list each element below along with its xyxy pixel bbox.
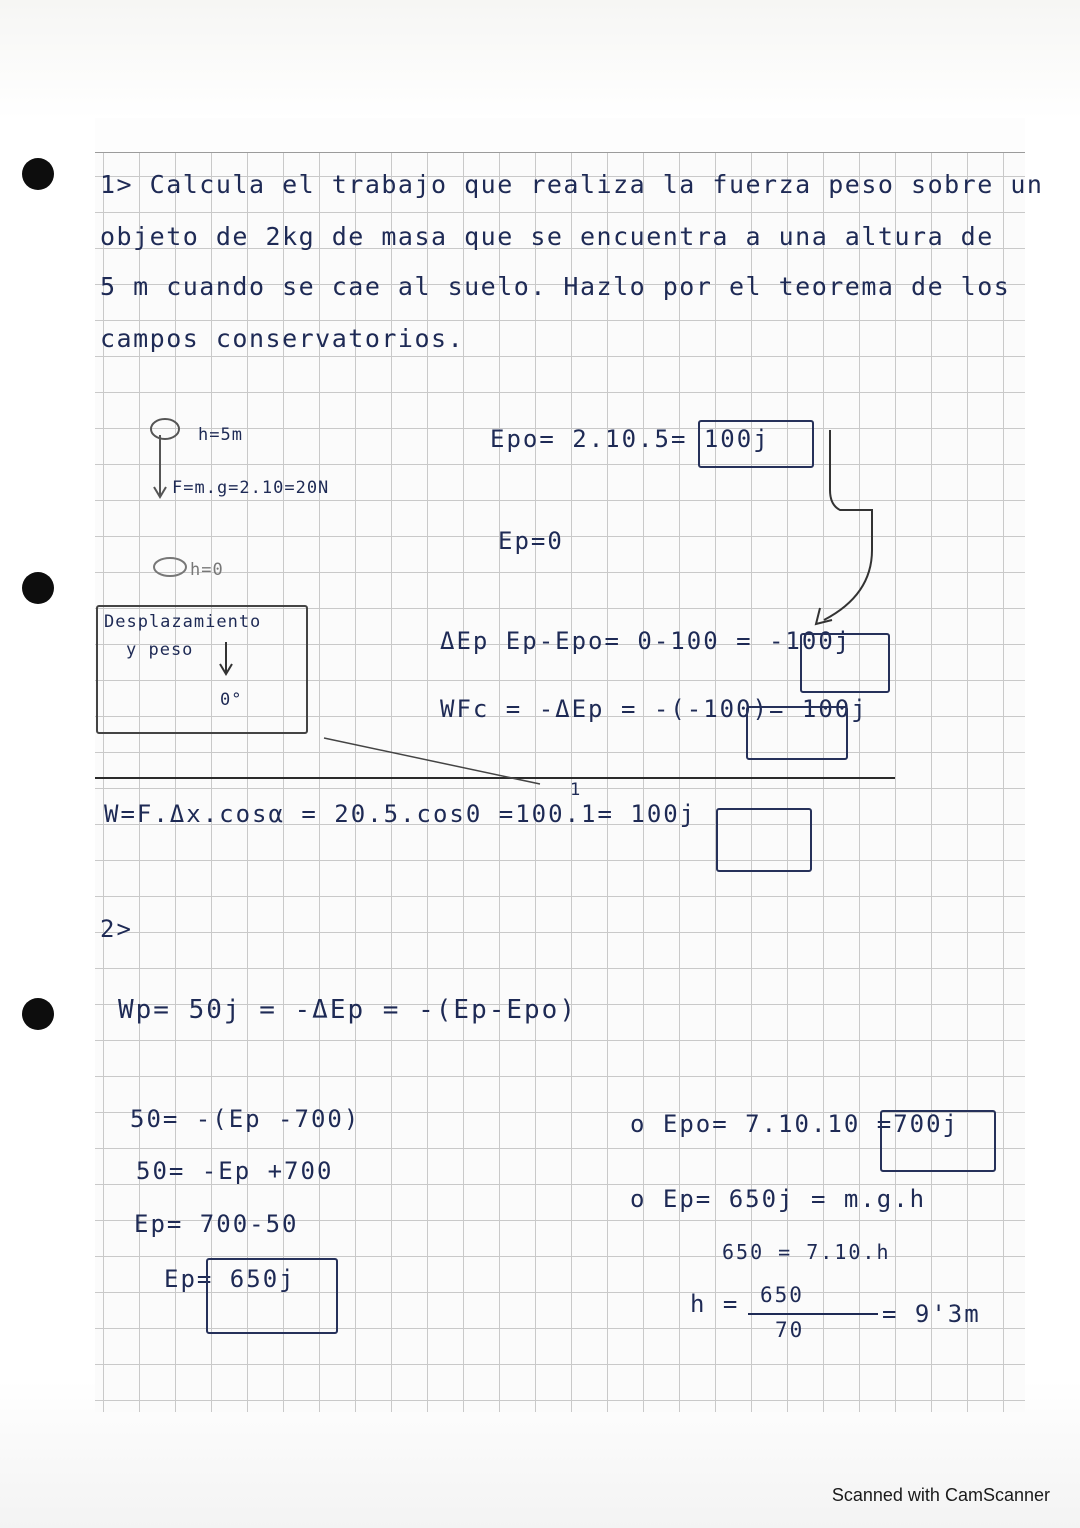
fraction-numerator: 650 [760,1283,804,1307]
down-arrow-icon [216,640,236,680]
weight-force-label: F=m.g=2.10=20N [172,478,330,498]
problem1-line-1: 1> Calcula el trabajo que realiza la fuerza peso sobre un [100,170,1044,199]
ground-object-icon [150,555,190,579]
delta-result-box [800,633,890,693]
step-4: Ep= 650j [164,1265,296,1293]
connector-arrow [760,420,890,650]
binder-hole-middle [22,572,54,604]
wfc-result-box [746,706,848,760]
substitution-equation: 650 = 7.10.h [722,1240,891,1264]
diagonal-pointer-line [320,732,550,792]
displacement-label: Desplazamiento [104,612,262,632]
right-epo-equation: o Epo= 7.10.10 =700j [630,1110,959,1138]
binder-hole-top [22,158,54,190]
ep-result-box [206,1258,338,1334]
delta-ep-equation: ΔEp Ep-Epo= 0-100 = -100j [440,627,852,655]
problem1-line-4: campos conservatorios. [100,324,465,353]
right-epo-result-box [880,1110,996,1172]
problem2-label: 2> [100,915,133,943]
angle-label: 0° [220,690,243,710]
cosine-value-mark: 1 [570,780,582,800]
binder-hole-bottom [22,998,54,1030]
epo-equation: Epo= 2.10.5= 100j [490,425,770,453]
height-result: = 9'3m [882,1300,981,1328]
wp-equation: Wp= 50j = -ΔEp = -(Ep-Epo) [118,995,577,1025]
right-ep-equation: o Ep= 650j = m.g.h [630,1185,927,1213]
top-margin-band [95,118,1025,153]
height-label: h=5m [198,425,243,445]
work-conservative-equation: WFc = -ΔEp = -(-100)= 100j [440,695,868,723]
scanner-watermark: Scanned with CamScanner [831,1485,1050,1505]
step-1: 50= -(Ep -700) [130,1105,361,1133]
work-result-box [716,808,812,872]
fraction-bar [748,1313,878,1315]
problem1-line-3: 5 m cuando se cae al suelo. Hazlo por el teorema de los [100,272,1011,301]
ground-height-label: h=0 [190,560,224,580]
fraction-denominator: 70 [775,1318,805,1342]
work-definition-equation: W=F.Δx.cosα = 20.5.cos0 =100.1= 100j [104,800,697,828]
step-3: Ep= 700-50 [134,1210,299,1238]
weight-label: y peso [126,640,194,660]
height-label-h: h = [690,1290,740,1318]
problem1-line-2: objeto de 2kg de masa que se encuentra a una altura de [100,222,994,251]
ep-equation: Ep=0 [498,527,564,555]
step-2: 50= -Ep +700 [136,1157,334,1185]
